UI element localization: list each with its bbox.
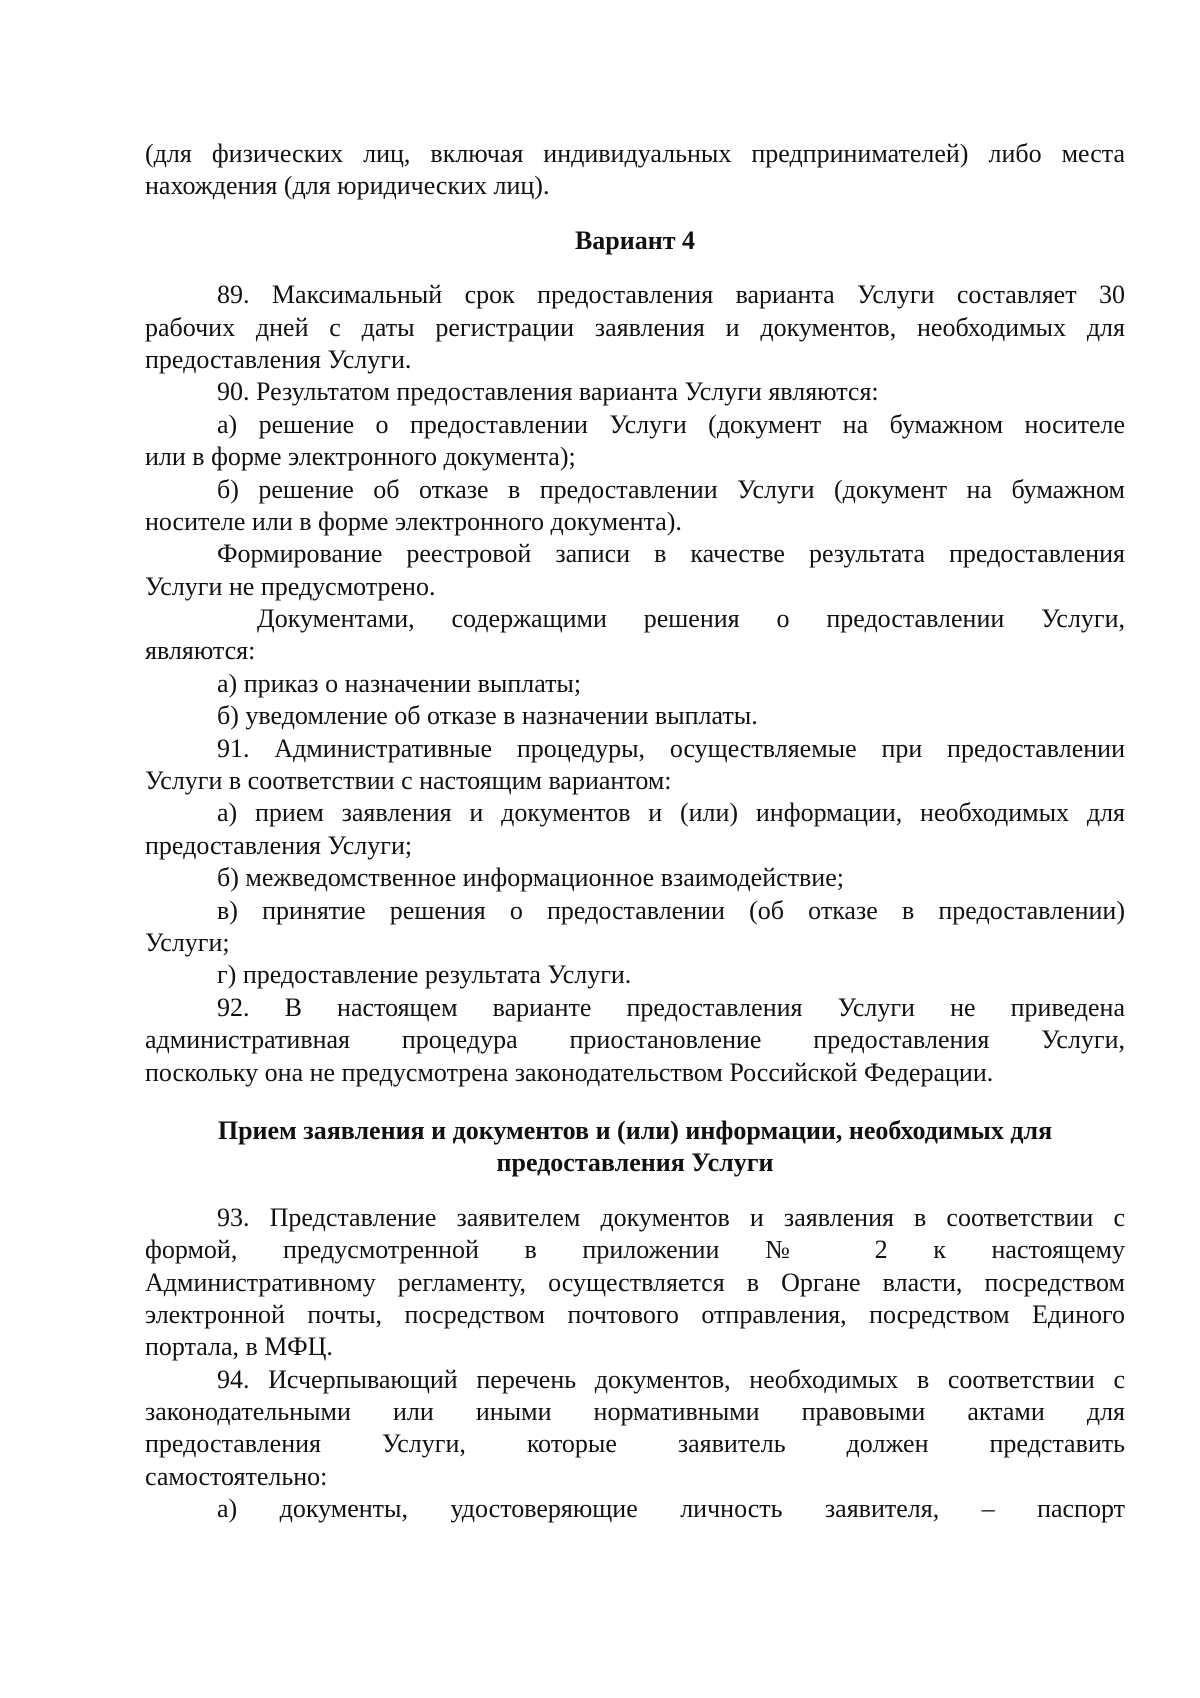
list-item: б) межведомственное информационное взаимодействие; — [217, 863, 844, 893]
paragraph-94-line: предоставления Услуги, которые заявитель должен представить — [145, 1429, 1125, 1459]
paragraph-93-line: формой, предусмотренной в приложении № 2 к настоящему — [145, 1235, 1125, 1265]
paragraph-94-line: 94. Исчерпывающий перечень документов, необходимых в соответствии с — [217, 1364, 1125, 1394]
section-heading-reception: Прием заявления и документов и (или) информации, необходимых для — [217, 1115, 1053, 1145]
paragraph-docs-line: Документами, содержащими решения о предоставлении Услуги, — [257, 604, 1125, 634]
list-item: а) приказ о назначении выплаты; — [217, 668, 582, 698]
paragraph-90b-line: носителе или в форме электронного документа). — [145, 506, 682, 536]
paragraph-92-line: поскольку она не предусмотрена законодательством Российской Федерации. — [145, 1057, 994, 1087]
paragraph-94-line: самостоятельно: — [145, 1461, 328, 1491]
list-item: б) уведомление об отказе в назначении выплаты. — [217, 701, 758, 731]
paragraph-93-line: Административному регламенту, осуществляется в Органе власти, посредством — [145, 1267, 1125, 1297]
paragraph-92-line: административная процедура приостановление предоставления Услуги, — [145, 1025, 1125, 1055]
paragraph-93-line: 93. Представление заявителем документов и заявления в соответствии с — [217, 1202, 1125, 1232]
section-heading-variant: Вариант 4 — [574, 225, 696, 255]
paragraph-91c-line: Услуги; — [145, 927, 230, 957]
paragraph-90a-line: или в форме электронного документа); — [145, 442, 576, 472]
list-item: г) предоставление результата Услуги. — [217, 960, 632, 990]
paragraph-92-line: 92. В настоящем варианте предоставления Услуги не приведена — [217, 992, 1125, 1022]
paragraph-91a-line: предоставления Услуги; — [145, 830, 413, 860]
paragraph-91c-line: в) принятие решения о предоставлении (об отказе в предоставлении) — [217, 895, 1125, 925]
document-page — [145, 138, 1125, 1526]
text-line: (для физических лиц, включая индивидуальных предпринимателей) либо места — [145, 139, 1125, 168]
paragraph-registry-line: Формирование реестровой записи в качестве результата предоставления — [217, 539, 1125, 569]
paragraph-registry-line: Услуги не предусмотрено. — [145, 571, 436, 601]
paragraph-90a-line: а) решение о предоставлении Услуги (документ на бумажном носителе — [217, 409, 1125, 439]
paragraph-91-line: 91. Административные процедуры, осуществляемые при предоставлении — [217, 733, 1125, 763]
section-heading-reception: предоставления Услуги — [496, 1148, 774, 1178]
paragraph-91a-line: а) прием заявления и документов и (или) информации, необходимых для — [217, 798, 1125, 828]
paragraph-docs-line: являются: — [145, 636, 256, 666]
paragraph-90-line: 90. Результатом предоставления варианта Услуги являются: — [217, 377, 879, 407]
paragraph-94a-line: а) документы, удостоверяющие личность заявителя, – паспорт — [217, 1494, 1125, 1524]
paragraph-90b-line: б) решение об отказе в предоставлении Услуги (документ на бумажном — [217, 474, 1125, 504]
paragraph-93-line: портала, в МФЦ. — [145, 1332, 333, 1362]
paragraph-89-line: рабочих дней с даты регистрации заявления и документов, необходимых для — [145, 312, 1125, 342]
paragraph-93-line: электронной почты, посредством почтового отправления, посредством Единого — [145, 1299, 1125, 1329]
paragraph-89-line: предоставления Услуги. — [145, 344, 412, 374]
paragraph-91-line: Услуги в соответствии с настоящим вариантом: — [145, 766, 672, 796]
paragraph-94-line: законодательными или иными нормативными правовыми актами для — [145, 1397, 1125, 1427]
paragraph-89-line: 89. Максимальный срок предоставления варианта Услуги составляет 30 — [217, 280, 1125, 310]
text-line: нахождения (для юридических лиц). — [145, 171, 550, 201]
